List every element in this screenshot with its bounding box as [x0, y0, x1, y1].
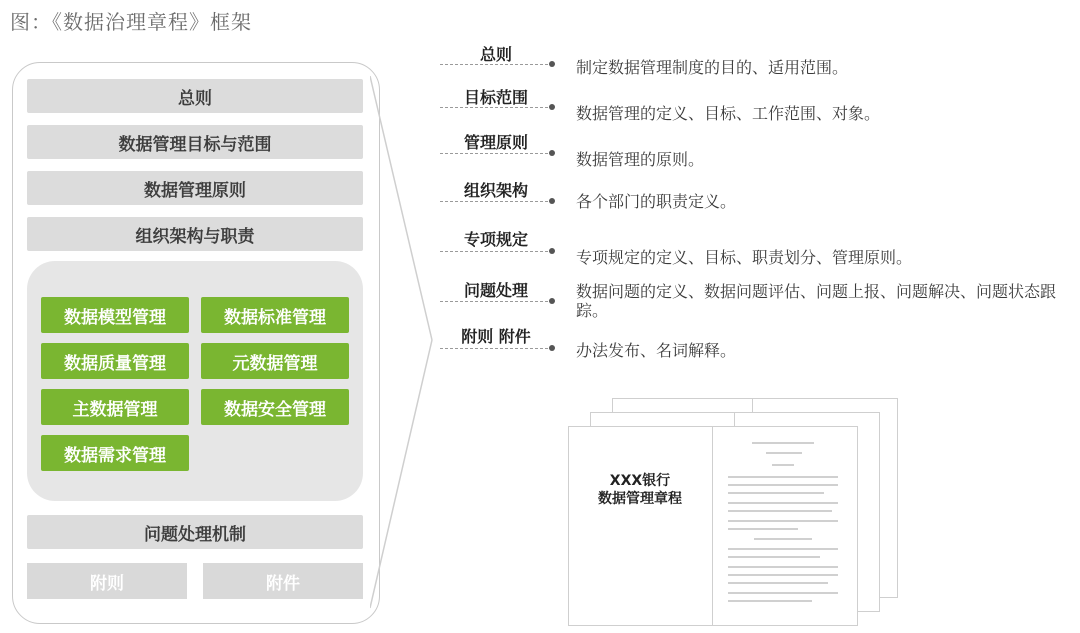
doc-cover-line2: 数据管理章程 — [598, 491, 682, 507]
bullet-dot — [549, 150, 555, 156]
doc-text-line — [728, 502, 838, 504]
desc-general: 制定数据管理制度的目的、适用范围。 — [576, 58, 849, 77]
bar-supplementary: 附则 — [27, 563, 187, 599]
heading-supplementary: 附则 附件 — [461, 327, 531, 346]
doc-text-line — [728, 600, 812, 602]
desc-special-rules: 专项规定的定义、目标、职责划分、管理原则。 — [576, 248, 913, 267]
item-data-security: 数据安全管理 — [201, 389, 349, 425]
desc-organization: 各个部门的职责定义。 — [576, 192, 737, 211]
bullet-dot — [549, 248, 555, 254]
bullet-dot — [549, 345, 555, 351]
doc-text-line — [728, 520, 838, 522]
bar-organization: 组织架构与职责 — [27, 217, 363, 251]
doc-text-line — [766, 452, 802, 454]
doc-text-line — [728, 548, 838, 550]
bullet-dot — [549, 104, 555, 110]
bar-issue-handling: 问题处理机制 — [27, 515, 363, 549]
item-data-standard: 数据标准管理 — [201, 297, 349, 333]
doc-text-line — [728, 528, 798, 530]
doc-text-line — [728, 566, 838, 568]
heading-principles: 管理原则 — [463, 133, 528, 152]
heading-organization: 组织架构 — [463, 181, 528, 200]
bar-principles: 数据管理原则 — [27, 171, 363, 205]
item-data-model: 数据模型管理 — [41, 297, 189, 333]
divider-4 — [440, 201, 548, 202]
divider-7 — [440, 348, 548, 349]
heading-special-rules: 专项规定 — [463, 230, 528, 249]
heading-general: 总则 — [479, 45, 512, 64]
doc-text-line — [752, 442, 814, 444]
figure-caption: 图：《数据治理章程》框架 — [10, 10, 252, 34]
divider-6 — [440, 301, 548, 302]
bar-attachment: 附件 — [203, 563, 363, 599]
doc-text-line — [754, 538, 812, 540]
bar-goals-scope: 数据管理目标与范围 — [27, 125, 363, 159]
item-master-data: 主数据管理 — [41, 389, 189, 425]
doc-text-line — [728, 510, 832, 512]
bar-general: 总则 — [27, 79, 363, 113]
divider-2 — [440, 107, 548, 108]
doc-cover-title — [568, 472, 712, 508]
desc-supplementary: 办法发布、名词解释。 — [576, 341, 737, 360]
doc-cover-line1: XXX银行 — [609, 473, 671, 489]
doc-text-line — [728, 484, 838, 486]
bullet-dot — [549, 198, 555, 204]
doc-text-line — [728, 476, 838, 478]
doc-text-line — [728, 582, 828, 584]
doc-cover-page — [568, 426, 714, 626]
divider-5 — [440, 251, 548, 252]
doc-text-line — [728, 574, 838, 576]
framework-panel — [12, 62, 380, 624]
heading-goals: 目标范围 — [463, 88, 528, 107]
bullet-dot — [549, 61, 555, 67]
connector-lines — [370, 60, 440, 620]
desc-principles: 数据管理的原则。 — [576, 150, 705, 169]
item-data-quality: 数据质量管理 — [41, 343, 189, 379]
doc-text-line — [728, 556, 820, 558]
item-data-requirement: 数据需求管理 — [41, 435, 189, 471]
bullet-dot — [549, 298, 555, 304]
divider-1 — [440, 64, 548, 65]
doc-content-page — [712, 426, 858, 626]
heading-issue-handling: 问题处理 — [463, 281, 528, 300]
special-rules-group — [27, 261, 363, 501]
doc-text-line — [728, 592, 838, 594]
item-metadata: 元数据管理 — [201, 343, 349, 379]
doc-text-line — [772, 464, 794, 466]
desc-issue-handling: 数据问题的定义、数据问题评估、问题上报、问题解决、问题状态跟踪。 — [576, 282, 1057, 320]
doc-text-line — [728, 492, 824, 494]
desc-goals: 数据管理的定义、目标、工作范围、对象。 — [576, 104, 881, 123]
divider-3 — [440, 153, 548, 154]
